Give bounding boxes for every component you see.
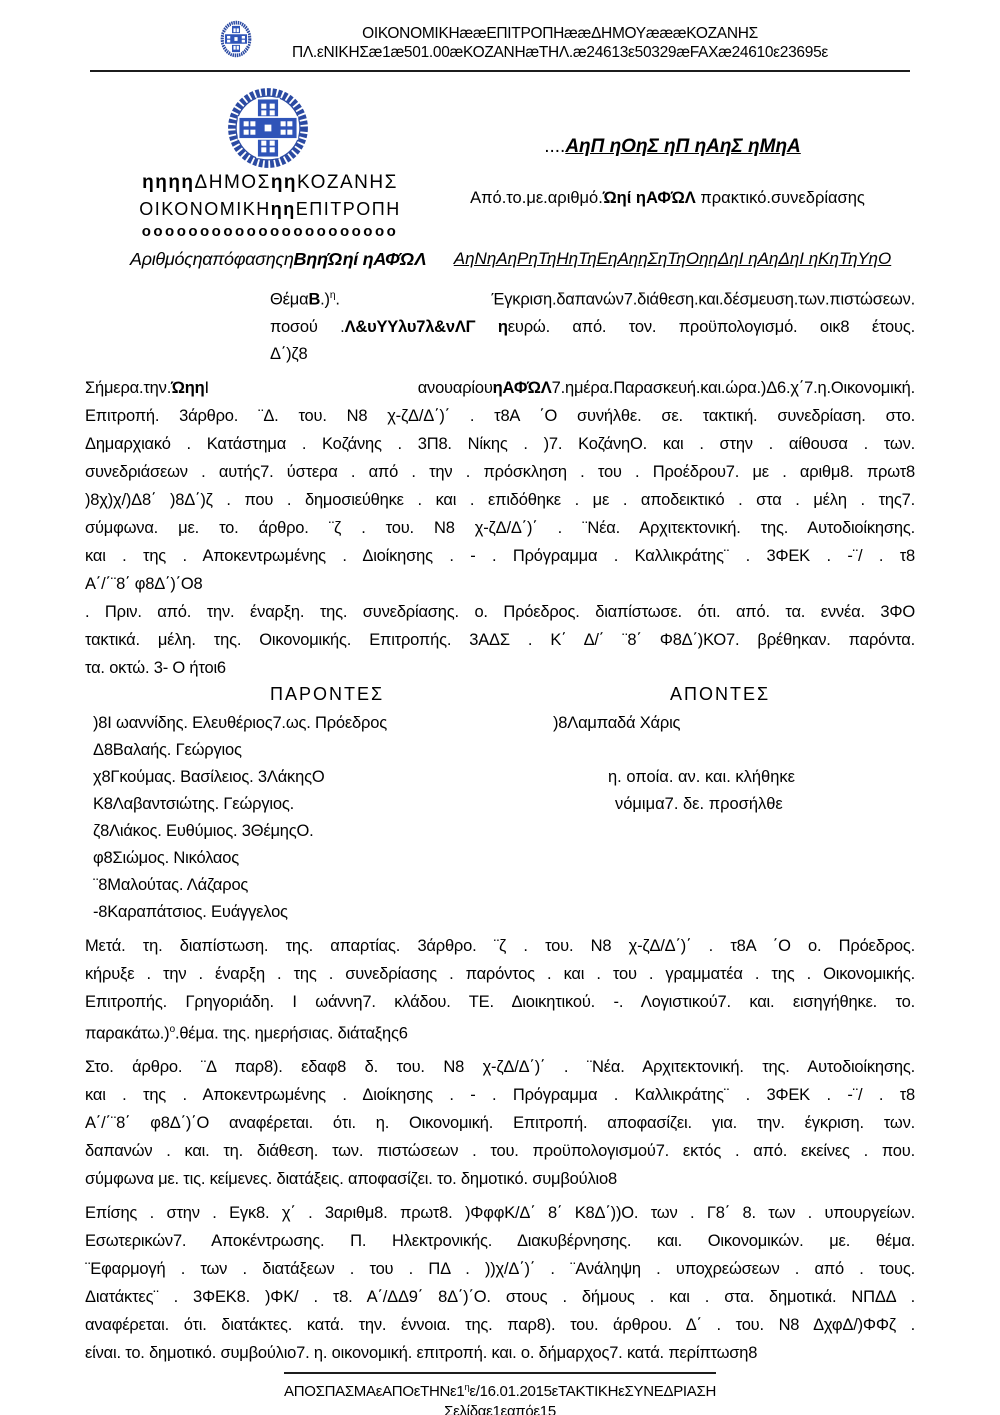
document-footer [284, 1372, 716, 1415]
text-line [85, 1016, 915, 1048]
present-member: ¨8Μαλούτας. Λάζαρος [93, 875, 249, 894]
extract-subtitle [420, 189, 915, 208]
header-org-line: ΟΙΚΟΝΟΜΙΚΗææΕΠΙΤΡΟΠΗææΔΗΜΟΥæææΚΟΖΑΝΗΣ [362, 25, 758, 42]
text-line: σύμφωνα με. τις. κείμενες. διατάξεις. αποφασίζει. το. δημοτικό. συμβούλιο8 [85, 1170, 617, 1188]
document-header [90, 0, 910, 72]
text-line: Α΄/΄¨8΄ φ8Δ΄)΄Ο αναφέρεται. ότι. η. Οικονομική. Επιτροπή. αποφασίζει. για. την. έγκριση. των. [85, 1114, 915, 1132]
text-segment: ε/16.01.2015εΤΑΚΤΙΚΗεΣΥΝΕΔΡΙΑΣΗ [469, 1383, 716, 1400]
body-paragraph-article [85, 1053, 915, 1193]
present-member: )8Ι ωαννίδης. Ελευθέριος7.ως. Πρόεδρος [93, 713, 387, 732]
footer-page-number: Σελίδαε1εαπόε15 [444, 1403, 556, 1415]
text-segment: Ώηί ηΑΦΏΛ [602, 189, 701, 207]
text-line [270, 314, 915, 341]
text-segment: Θέμα [270, 290, 309, 309]
body-paragraph-quorum [85, 932, 915, 1048]
dots-divider: οοοοοοοοοοοοοοοοοοοοοο [141, 223, 399, 240]
text-line: ¨Εφαρμογή . των . διατάξεων . του . ΠΔ . ))χ/Δ΄)΄ . ¨Ανάληψη . υποχρεώσεων . από . τους. [85, 1260, 915, 1278]
text-segment: . Έγκριση.δαπανών7.διάθεση.και.δέσμευση.των.πιστώσεων. [335, 290, 915, 309]
absent-column [553, 710, 795, 818]
text-segment: ο [169, 1023, 175, 1035]
present-member: Δ8Βαλαής. Γεώργιος [93, 740, 242, 759]
masthead [85, 72, 915, 277]
text-segment: 7.ημέρα.Παρασκευή.και.ώρα.)Δ6.χ΄7.η.Οικονομική. [551, 378, 915, 397]
present-header: ΠΑΡΟΝΤΕΣ [270, 683, 385, 704]
text-line: Μετά. τη. διαπίστωση. της. απαρτίας. 3άρθρο. ¨ζ . του. Ν8 χ-ζΔ/Δ΄)΄ . τ8Α ΄Ο ο. Πρόεδρος. [85, 936, 915, 955]
text-segment: η [464, 1382, 470, 1392]
body-paragraph-session [85, 374, 915, 682]
text-line: Επιτροπής. Γρηγοριάδη. Ι ωάννη7. κλάδου. ΤΕ. Διοικητικού. -. Λογιστικού7. και. εισηγήθηκε. το. [85, 992, 915, 1011]
text-segment: ηη [270, 199, 296, 219]
text-segment: ΟΙΚΟΝΟΜΙΚΗ [139, 199, 271, 219]
text-segment: ΕΠΙΤΡΟΠΗ [295, 199, 401, 219]
text-segment: .) [320, 290, 330, 309]
text-segment: ποσού . [270, 317, 345, 336]
present-member: -8Καραπάτσιος. Ευάγγελος [93, 902, 288, 921]
attendance-section [85, 684, 915, 926]
text-segment: πρακτικό.συνεδρίασης [700, 189, 865, 207]
text-segment: Β [308, 290, 321, 309]
text-line [270, 282, 915, 314]
text-line: κήρυξε . την . έναρξη . της . συνεδρίασης . παρόντος . και . του . γραμματέα . της . Οικονομικής. [85, 964, 915, 983]
text-segment: Ώηη [171, 378, 205, 397]
text-segment: ΚΟΖΑΝΗΣ [297, 172, 398, 193]
text-segment: ηη [270, 172, 298, 193]
text-line: )8χ)χ/)Δ8΄ )8Δ΄)ζ . που . δημοσιεύθηκε . και . επιδόθηκε . με . αποδεικτικό . στα . μέλη . της7. [85, 490, 915, 509]
footer-session-line [284, 1377, 716, 1402]
text-line: Δημαρχιακό . Κατάστημα . Κοζάνης . 3Π8. Νίκης . )7. ΚοζάνηΟ. και . στην . αίθουσα . των. [85, 434, 915, 453]
text-line: Α΄/΄¨8΄ φ8Δ΄)΄Ο8 [85, 574, 203, 593]
attendance-headers [85, 684, 915, 710]
header-text [210, 24, 910, 62]
attendance-body [85, 710, 915, 926]
text-segment: .... [544, 136, 566, 157]
text-segment: ΑηΠ ηΟηΣ ηΠ ηΑηΣ ηΜηΑ [565, 136, 801, 157]
text-line: Διατάκτες¨ . 3ΦΕΚ8. )ΦΚ/ . τ8. Α΄/ΔΔ9΄ 8Δ΄)΄Ο. στους . δήμους . και . στα. δημοτικά. ΝΠΔΔ . [85, 1288, 915, 1306]
present-member: ζ8Λιάκος. Ευθύμιος. 3ΘέμηςΟ. [93, 821, 314, 840]
text-segment: Από.το.με.αριθμό. [470, 189, 603, 207]
absent-note: η. οποία. αν. και. κλήθηκε [608, 767, 796, 786]
extract-title [430, 136, 915, 158]
text-line: Εσωτερικών7. Αποκέντρωσης. Π. Ηλεκτρονικής. Διακυβέρνησης. και. Οικονομικών. με. θέμα. [85, 1232, 915, 1250]
text-line: αναφέρεται. ότι. διατάκτες. κατά. την. έννοια. της. παρ8). του. άρθρου. Δ΄ . του. Ν8 ΔχφΔ/)ΦΦζ . [85, 1316, 915, 1334]
text-segment: ευρώ. από. τον. προϋπολογισμό. οικ8 έτους. [507, 317, 915, 336]
absent-note: νόμιμα7. δε. προσήλθε [615, 794, 783, 813]
present-member: φ8Σιώμος. Νικόλαος [93, 848, 239, 867]
greek-emblem-icon [226, 86, 310, 170]
text-segment: ηΑΦΏΛ [492, 378, 552, 397]
text-segment: .θέμα. της. ημερήσιας. διάταξης6 [174, 1024, 408, 1042]
text-line: τακτικά. μέλη. της. Οικονομικής. Επιτροπής. 3ΑΔΣ . Κ΄ Δ/΄ ¨8΄ Φ8Δ΄)ΚΟ7. βρέθηκαν. παρόντα. [85, 630, 915, 649]
text-segment: Αριθμόςηαπόφασηςη [130, 249, 294, 269]
absent-member: )8Λαμπαδά Χάρις [553, 713, 681, 732]
text-segment: ΑηΝηΑηΡηΤηΗηΤηΕηΑηηΣηΤηΟηηΔηΙ ηΑηΔηΙ ηΚηΤηΥηΟ [453, 249, 892, 268]
text-segment: ΔΗΜΟΣ [194, 172, 271, 193]
text-segment: ηηηη [142, 172, 195, 193]
text-line: και . της . Αποκεντρωμένης . Διοίκησης . - . Πρόγραμμα . Καλλικράτης¨ . 3ΦΕΚ . -¨/ . τ8 [85, 1086, 915, 1104]
header-address-line: ΠΛ.εΝΙΚΗΣæ1æ501.00æΚΟΖΑΝΗæΤΗΛ.æ24613ε50329æFAXæ24610ε23695ε [291, 44, 829, 61]
text-segment: Λ&υΥΥλυ7λ&νΛΓ η [344, 317, 508, 336]
body-paragraph-circular [85, 1199, 915, 1367]
text-line: και . της . Αποκεντρωμένης . Διοίκησης . - . Πρόγραμμα . Καλλικράτης¨ . 3ΦΕΚ . -¨/ . τ8 [85, 546, 915, 565]
web-posting-note [430, 249, 915, 269]
text-line: συνεδριάσεων . αυτής7. ύστερα . από . την . πρόσκληση . του . Προέδρου7. με . αριθμ8. πρωτ8 [85, 462, 915, 481]
municipality-title [85, 172, 455, 194]
text-line: δαπανών . και. τη. διάθεση. των. πιστώσεων . του. προϋπολογισμού7. εκτός . από. εκείνες . που. [85, 1142, 915, 1160]
text-line: Στο. άρθρο. ¨Δ παρ8). εδαφ8 δ. του. Ν8 χ-ζΔ/Δ΄)΄ . ¨Νέα. Αρχιτεκτονική. της. Αυτοδιοίκησης. [85, 1058, 915, 1076]
present-member: χ8Γκούμας. Βασίλειος. 3ΛάκηςΟ [93, 767, 325, 786]
decision-number-line [130, 249, 426, 270]
text-segment: ΑΠΟΣΠΑΣΜΑεΑΠΟεΤΗΝε1 [284, 1383, 465, 1400]
text-segment: ΒηηΏηί ηΑΦΏΛ [293, 249, 427, 269]
text-segment: Ι ανουαρίου [204, 378, 493, 397]
text-segment: η [329, 290, 336, 301]
text-segment: παρακάτω.) [85, 1024, 170, 1042]
text-line: Επίσης . στην . Εγκ8. χ΄ . 3αριθμ8. πρωτ8. )ΦφφΚ/Δ΄ 8΄ Κ8Δ΄))Ο. των . Γ8΄ 8. των . υπουργείων. [85, 1204, 915, 1222]
text-line: τα. οκτώ. 3- Ο ήτοι6 [85, 658, 226, 677]
text-line: είναι. το. δημοτικό. συμβούλιο7. η. οικονομική. επιτροπή. και. ο. δήμαρχος7. κατά. περίπτωση8 [85, 1344, 758, 1362]
subject-paragraph [270, 282, 915, 368]
absent-header: ΑΠΟΝΤΕΣ [670, 683, 771, 704]
text-line: σύμφωνα. με. το. άρθρο. ¨ζ . του. Ν8 χ-ζΔ/Δ΄)΄ . ¨Νέα. Αρχιτεκτονική. της. Αυτοδιοίκησης. [85, 518, 915, 537]
text-segment: Σήμερα.την. [85, 378, 172, 397]
text-line: Επιτροπή. 3άρθρο. ¨Δ. του. Ν8 χ-ζΔ/Δ΄)΄ . τ8Α ΄Ο συνήλθε. σε. τακτική. συνεδρίαση. στο. [85, 406, 915, 425]
text-line: . Πριν. από. την. έναρξη. της. συνεδρίασης. ο. Πρόεδρος. διαπίστωσε. ότι. από. τα. εννέα. 3ΦΟ [85, 602, 915, 621]
committee-title [85, 199, 455, 220]
text-line [85, 374, 915, 402]
text-line: Δ΄)ζ8 [270, 344, 308, 363]
present-member: Κ8Λαβαντσιώτης. Γεώργιος. [93, 794, 294, 813]
